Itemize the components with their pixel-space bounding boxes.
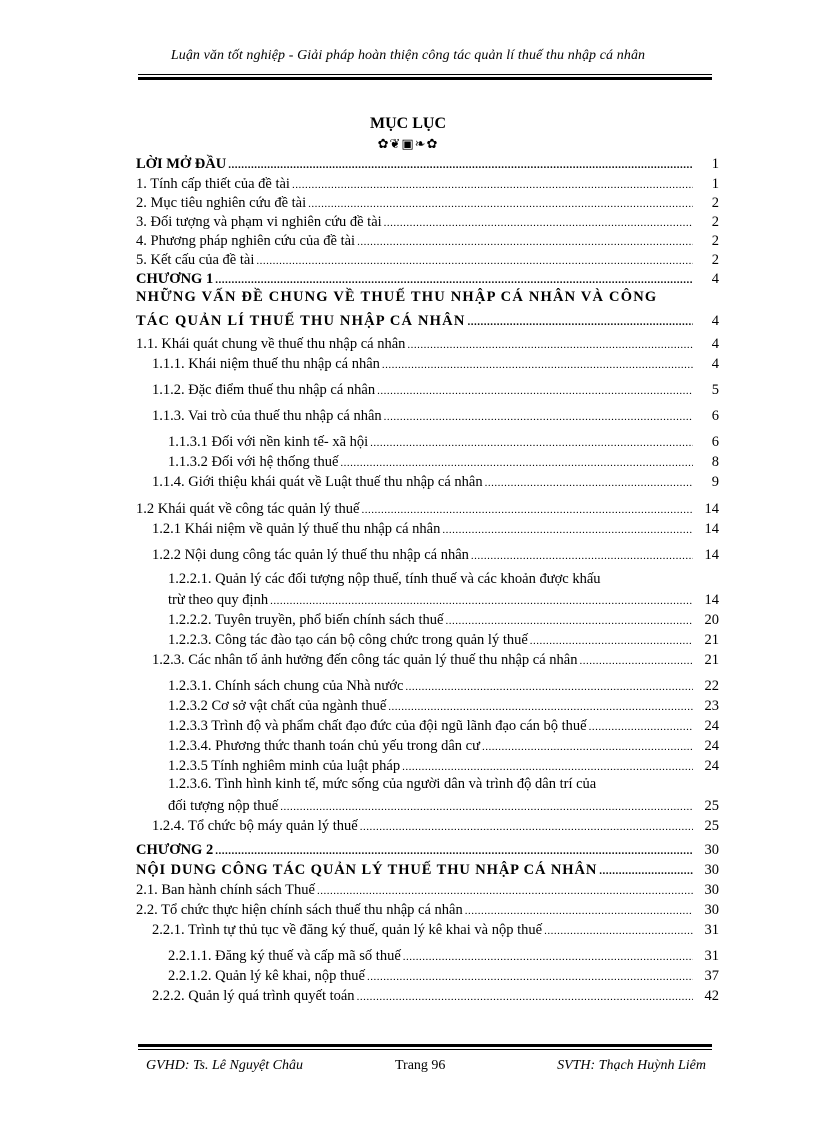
toc-entry[interactable] [136, 406, 719, 426]
toc-entry-text: 1.2.2.3. Công tác đào tạo cán bộ công chức trong quản lý thuế [168, 632, 528, 648]
dot-leader [407, 334, 693, 348]
dot-leader [388, 696, 693, 710]
dot-leader [599, 860, 693, 874]
student-label: SVTH: Thạch Huỳnh Liêm [557, 1058, 706, 1073]
toc-entry[interactable] [136, 840, 719, 860]
toc-entry[interactable] [136, 630, 719, 650]
dot-leader [382, 354, 693, 368]
toc-entry[interactable] [136, 756, 719, 776]
toc-entry-page: 24 [704, 738, 719, 754]
toc-entry[interactable] [136, 946, 719, 966]
toc-entry-text: 1.2.3.2 Cơ sở vật chất của ngành thuế [168, 698, 387, 714]
toc-entry[interactable] [136, 519, 719, 539]
toc-entry-text: NHỮNG VẤN ĐỀ CHUNG VỀ THUẾ THU NHẬP CÁ NHÂN VÀ CÔNG [136, 289, 658, 305]
toc-entry-page: 22 [704, 678, 719, 694]
toc-entry-text: 5. Kết cấu của đề tài [136, 252, 255, 268]
toc-entry-page: 37 [704, 968, 719, 984]
toc-entry[interactable] [136, 816, 719, 836]
dot-leader [377, 380, 693, 394]
toc-entry[interactable] [136, 250, 719, 270]
toc-entry[interactable] [136, 900, 719, 920]
toc-entry[interactable] [136, 796, 719, 816]
toc-entry-page: 20 [704, 612, 719, 628]
toc-entry-text: NỘI DUNG CÔNG TÁC QUẢN LÝ THUẾ THU NHẬP CÁ NHÂN [136, 862, 598, 878]
toc-entry[interactable] [136, 269, 719, 289]
dot-leader [256, 250, 693, 264]
toc-entry-page: 14 [704, 501, 719, 517]
dot-leader [370, 432, 693, 446]
toc-entry[interactable] [136, 986, 719, 1006]
dot-leader [357, 231, 693, 245]
toc-entry-text: 1. Tính cấp thiết của đề tài [136, 176, 290, 192]
dot-leader [361, 499, 693, 513]
toc-entry-text: 1.1.3. Vai trò của thuế thu nhập cá nhân [152, 408, 382, 424]
toc-entry[interactable] [136, 966, 719, 986]
toc-entry-page: 4 [711, 356, 719, 372]
advisor-label: GVHD: Ts. Lê Nguyệt Châu [146, 1058, 303, 1073]
toc-entry-text: 1.2.3.6. Tình hình kinh tế, mức sống của người dân và trình độ dân trí của [168, 776, 597, 792]
toc-entry[interactable] [136, 193, 719, 213]
dot-leader [530, 630, 693, 644]
page-number: Trang 96 [395, 1058, 446, 1073]
dot-leader [589, 716, 693, 730]
dot-leader [465, 900, 693, 914]
toc-entry-page: 30 [704, 862, 719, 878]
dot-leader [485, 472, 693, 486]
toc-entry[interactable] [136, 231, 719, 251]
toc-entry-text: 1.2.1 Khái niệm về quản lý thuế thu nhập cá nhân [152, 521, 441, 537]
toc-entry-text: 1.2.3.3 Trình độ và phẩm chất đạo đức của đội ngũ lãnh đạo cán bộ thuế [168, 718, 587, 734]
toc-entry-text: 1.1. Khái quát chung về thuế thu nhập cá nhân [136, 336, 406, 352]
toc-entry-page: 2 [711, 214, 719, 230]
toc-entry-text: 1.1.3.2 Đối với hệ thống thuế [168, 454, 339, 470]
footer-rule-thick [138, 1044, 712, 1047]
toc-entry-text: 2.1. Ban hành chính sách Thuế [136, 882, 315, 898]
header-rule-thin [138, 74, 712, 75]
toc-entry-page: 31 [704, 948, 719, 964]
toc-entry[interactable] [136, 154, 719, 174]
dot-leader [384, 212, 693, 226]
toc-entry[interactable] [136, 650, 719, 670]
toc-entry-text: 1.2.2.2. Tuyên truyền, phổ biến chính sách thuế [168, 612, 444, 628]
toc-entry-text: 1.1.2. Đặc điểm thuế thu nhập cá nhân [152, 382, 376, 398]
toc-entry-page: 30 [704, 902, 719, 918]
toc-entry-text: 1.1.4. Giới thiệu khái quát về Luật thuế thu nhập cá nhân [152, 474, 483, 490]
toc-entry-page: 42 [704, 988, 719, 1004]
toc-entry-text: 1.1.1. Khái niệm thuế thu nhập cá nhân [152, 356, 380, 372]
dot-leader [228, 154, 693, 168]
dot-leader [405, 676, 693, 690]
toc-entry-text: 2.2.1.1. Đăng ký thuế và cấp mã số thuế [168, 948, 401, 964]
footer-rule-thin [138, 1049, 712, 1050]
toc-entry-text: 1.2.4. Tổ chức bộ máy quản lý thuế [152, 818, 358, 834]
dot-leader [317, 880, 693, 894]
toc-entry-page: 25 [704, 798, 719, 814]
dot-leader [215, 840, 693, 854]
toc-entry-page: 8 [711, 454, 719, 470]
dot-leader [292, 174, 693, 188]
dot-leader [340, 452, 693, 466]
toc-entry-text: LỜI MỞ ĐẦU [136, 156, 227, 172]
running-header: Luận văn tốt nghiệp - Giải pháp hoàn thiện công tác quản lí thuế thu nhập cá nhân [170, 48, 646, 63]
dot-leader [215, 269, 693, 283]
toc-entry[interactable] [136, 571, 719, 591]
toc-entry-page: 2 [711, 233, 719, 249]
toc-entry[interactable] [136, 174, 719, 194]
dot-leader [468, 311, 693, 325]
toc-entry-page: 24 [704, 718, 719, 734]
toc-entry-text: CHƯƠNG 2 [136, 842, 214, 858]
toc-title: MỤC LỤC [370, 115, 446, 132]
dot-leader [270, 590, 693, 604]
dot-leader [384, 406, 693, 420]
dot-leader [402, 756, 693, 770]
toc-entry[interactable] [136, 716, 719, 736]
toc-entry-text: 1.2.3.5 Tính nghiêm minh của luật pháp [168, 758, 401, 774]
toc-entry-page: 2 [711, 252, 719, 268]
toc-entry-text: 2.2.2. Quản lý quá trình quyết toán [152, 988, 355, 1004]
dot-leader [579, 650, 693, 664]
toc-entry-page: 30 [704, 882, 719, 898]
toc-entry-text: đối tượng nộp thuế [168, 798, 279, 814]
dot-leader [445, 610, 693, 624]
toc-entry-text: 3. Đối tượng và phạm vi nghiên cứu đề tài [136, 214, 382, 230]
toc-entry[interactable] [136, 212, 719, 232]
toc-entry-page: 1 [711, 156, 719, 172]
toc-entry-page: 6 [711, 408, 719, 424]
toc-entry[interactable] [136, 311, 719, 331]
toc-entry[interactable] [136, 289, 719, 309]
toc-entry[interactable] [136, 736, 719, 756]
toc-entry[interactable] [136, 472, 719, 492]
toc-entry-page: 2 [711, 195, 719, 211]
toc-entry-page: 4 [711, 313, 719, 329]
toc-entry-page: 6 [711, 434, 719, 450]
toc-entry-text: 2.2.1. Trình tự thủ tục về đăng ký thuế, quản lý kê khai và nộp thuế [152, 922, 543, 938]
toc-entry[interactable] [136, 696, 719, 716]
toc-entry-page: 24 [704, 758, 719, 774]
toc-entry[interactable] [136, 590, 719, 610]
toc-entry-text: CHƯƠNG 1 [136, 271, 214, 287]
dot-leader [360, 816, 693, 830]
toc-entry[interactable] [136, 499, 719, 519]
toc-entry-page: 21 [704, 632, 719, 648]
dot-leader [357, 986, 693, 1000]
toc-entry-text: trừ theo quy định [168, 592, 269, 608]
toc-entry-page: 14 [704, 547, 719, 563]
toc-entry-text: 1.2.3.4. Phương thức thanh toán chủ yếu trong dân cư [168, 738, 480, 754]
toc-entry-text: 2. Mục tiêu nghiên cứu đề tài [136, 195, 307, 211]
toc-entry[interactable] [136, 452, 719, 472]
toc-entry[interactable] [136, 432, 719, 452]
toc-entry[interactable] [136, 880, 719, 900]
toc-entry-text: 1.2.3.1. Chính sách chung của Nhà nước [168, 678, 404, 694]
header-rule-thick [138, 77, 712, 80]
toc-entry-page: 31 [704, 922, 719, 938]
dot-leader [442, 519, 693, 533]
toc-entry[interactable] [136, 776, 719, 796]
toc-entry[interactable] [136, 610, 719, 630]
toc-entry[interactable] [136, 545, 719, 565]
toc-entry-text: TÁC QUẢN LÍ THUẾ THU NHẬP CÁ NHÂN [136, 313, 466, 329]
toc-entry-text: 2.2. Tổ chức thực hiện chính sách thuế thu nhập cá nhân [136, 902, 463, 918]
toc-entry-text: 1.2 Khái quát về công tác quản lý thuế [136, 501, 360, 517]
dot-leader [403, 946, 693, 960]
toc-entry-text: 1.2.2.1. Quản lý các đối tượng nộp thuế, tính thuế và các khoản được khấu [168, 571, 601, 587]
toc-entry-page: 4 [711, 271, 719, 287]
toc-entry-page: 9 [711, 474, 719, 490]
toc-entry-text: 1.2.3. Các nhân tố ảnh hưởng đến công tác quản lý thuế thu nhập cá nhân [152, 652, 578, 668]
toc-entry[interactable] [136, 380, 719, 400]
dot-leader [471, 545, 693, 559]
toc-entry-page: 30 [704, 842, 719, 858]
toc-entry-page: 14 [704, 521, 719, 537]
toc-entry[interactable] [136, 354, 719, 374]
toc-entry[interactable] [136, 334, 719, 354]
toc-entry-text: 1.1.3.1 Đối với nền kinh tế- xã hội [168, 434, 369, 450]
dot-leader [544, 920, 693, 934]
toc-entry-text: 4. Phương pháp nghiên cứu của đề tài [136, 233, 356, 249]
ornament-icon: ✿❦▣❧✿ [377, 136, 439, 151]
toc-entry[interactable] [136, 920, 719, 940]
toc-entry-page: 23 [704, 698, 719, 714]
toc-entry-text: 1.2.2 Nội dung công tác quản lý thuế thu nhập cá nhân [152, 547, 469, 563]
dot-leader [308, 193, 693, 207]
toc-entry[interactable] [136, 676, 719, 696]
toc-entry-page: 1 [711, 176, 719, 192]
toc-entry-page: 25 [704, 818, 719, 834]
dot-leader [280, 796, 693, 810]
toc-entry-page: 14 [704, 592, 719, 608]
dot-leader [482, 736, 693, 750]
toc-entry-page: 21 [704, 652, 719, 668]
dot-leader [367, 966, 693, 980]
toc-entry-page: 4 [711, 336, 719, 352]
toc-entry[interactable] [136, 860, 719, 880]
toc-entry-page: 5 [711, 382, 719, 398]
toc-entry-text: 2.2.1.2. Quản lý kê khai, nộp thuế [168, 968, 365, 984]
